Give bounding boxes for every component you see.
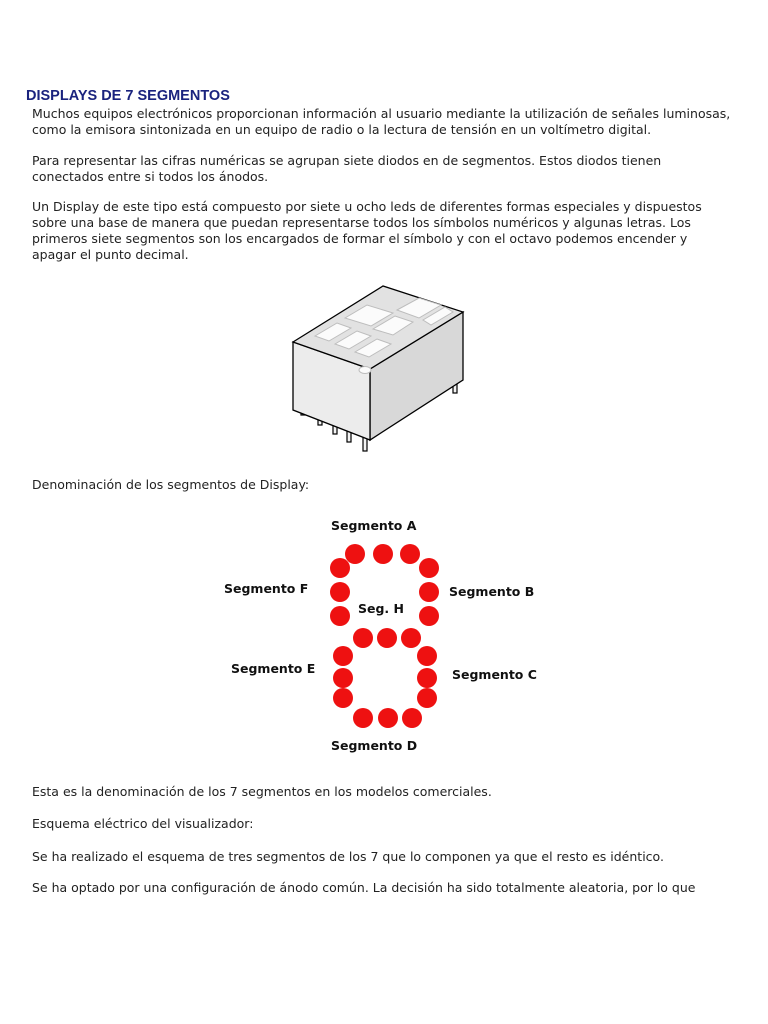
label-segment-e: Segmento E [231,661,316,676]
segment-diagram-svg [215,508,555,758]
led-dot-segment-f [330,606,350,626]
led-dot-segment-b [419,582,439,602]
led-dot-segment-f [330,558,350,578]
led-dot-segment-a [345,544,365,564]
label-segment-a: Segmento A [331,518,417,533]
led-dot-segment-d [402,708,422,728]
segment-naming-heading: Denominación de los segmentos de Display: [32,477,310,492]
led-dot-segment-h [353,628,373,648]
led-dot-segment-e [333,688,353,708]
display-illustration [285,282,475,461]
segment-leds [330,544,439,728]
label-segment-d: Segmento D [331,738,418,753]
decimal-point [359,367,371,374]
led-dot-segment-d [378,708,398,728]
led-dot-segment-c [417,646,437,666]
led-dot-segment-c [417,688,437,708]
label-segment-f: Segmento F [224,581,309,596]
led-dot-segment-b [419,606,439,626]
led-dot-segment-d [353,708,373,728]
segment-naming-diagram [215,508,555,762]
led-dot-segment-b [419,558,439,578]
seven-segment-display-image [285,282,475,457]
document-title: DISPLAYS DE 7 SEGMENTOS [26,88,230,104]
common-anode-paragraph: Se ha optado por una configuración de ánodo común. La decisión ha sido totalmente aleatoria, por lo que [32,880,696,895]
electrical-scheme-heading: Esquema eléctrico del visualizador: [32,816,254,831]
label-segment-c: Segmento C [452,667,537,682]
three-segments-paragraph: Se ha realizado el esquema de tres segmentos de los 7 que lo componen ya que el resto es idéntico. [32,849,664,864]
led-dot-segment-h [377,628,397,648]
led-dot-segment-h [401,628,421,648]
diodes-paragraph: Para representar las cifras numéricas se agrupan siete diodos en de segmentos. Estos diodos tienen conectados entre si todos los ánodos. [32,153,662,184]
led-dot-segment-e [333,668,353,688]
led-dot-segment-a [400,544,420,564]
led-dot-segment-e [333,646,353,666]
commercial-models-paragraph: Esta es la denominación de los 7 segmentos en los modelos comerciales. [32,784,492,799]
label-segment-h: Seg. H [358,601,404,616]
led-dot-segment-a [373,544,393,564]
led-dot-segment-c [417,668,437,688]
intro-paragraph: Muchos equipos electrónicos proporcionan información al usuario mediante la utilización de señales luminosas, como la emisora sintonizada en un equipo de radio o la lectura de tensión en un voltímetro digital. [32,106,731,137]
display-description-paragraph: Un Display de este tipo está compuesto por siete u ocho leds de diferentes formas especiales y dispuestos sobre una base de manera que puedan representarse todos los símbolos numéricos y algunas letras. Los primeros siete segmentos son los encargados de formar el símbolo y con el octavo podemos encender y apagar el punto decimal. [32,199,702,262]
label-segment-b: Segmento B [449,584,535,599]
led-dot-segment-f [330,582,350,602]
